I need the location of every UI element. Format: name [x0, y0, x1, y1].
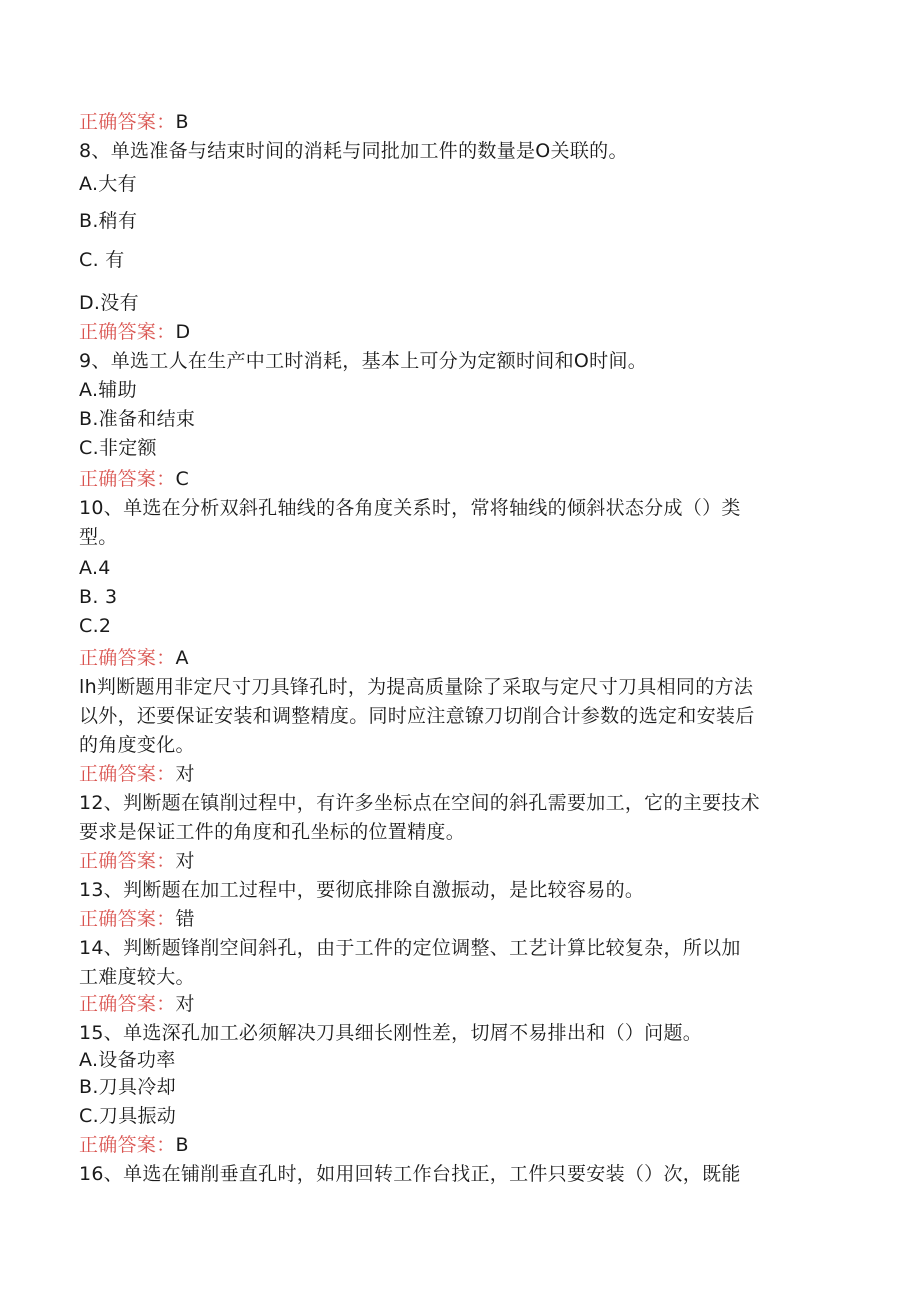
question-text-line: 16、单选在铺削垂直孔时，如用回转工作台找正，工件只要安装（）次，既能 [79, 1163, 741, 1185]
question-text-line: C. 有 [79, 249, 125, 271]
question-text-line: 以外，还要保证安装和调整精度。同时应注意镣刀切削合计参数的选定和安装后 [79, 705, 755, 727]
answer-label: 正确答案： [79, 763, 176, 785]
answer-line [79, 1133, 189, 1157]
answer-line [79, 849, 195, 873]
answer-label: 正确答案： [79, 111, 176, 133]
question-text-line: A.大有 [79, 173, 137, 195]
answer-value: 对 [175, 993, 195, 1015]
answer-value: 对 [175, 850, 195, 872]
question-text-line: 型。 [79, 526, 118, 548]
question-text-line: 8、单选准备与结束时间的消耗与同批加工件的数量是O关联的。 [79, 140, 628, 162]
answer-value: A [175, 647, 189, 669]
question-text-line: 14、判断题锋削空间斜孔，由于工件的定位调整、工艺计算比较复杂，所以加 [79, 937, 741, 959]
question-text-line: B. 3 [79, 586, 118, 608]
answer-line [79, 646, 189, 670]
answer-value: 错 [175, 908, 195, 930]
question-text-line: A.4 [79, 557, 111, 579]
question-text-line: 的角度变化。 [79, 734, 195, 756]
question-text-line: C.非定额 [79, 437, 157, 459]
question-text-line: A.设备功率 [79, 1049, 176, 1071]
question-text-line: 10、单选在分析双斜孔轴线的各角度关系时，常将轴线的倾斜状态分成（）类 [79, 497, 741, 519]
answer-line [79, 467, 189, 491]
question-text-line: C.刀具振动 [79, 1105, 177, 1127]
answer-line [79, 762, 195, 786]
answer-line [79, 110, 189, 134]
question-text-line: B.准备和结束 [79, 408, 196, 430]
answer-label: 正确答案： [79, 993, 176, 1015]
answer-value: C [175, 468, 190, 490]
answer-value: B [175, 111, 189, 133]
answer-label: 正确答案： [79, 647, 176, 669]
answer-value: B [175, 1134, 189, 1156]
question-text-line: C.2 [79, 615, 112, 637]
question-text-line: 13、判断题在加工过程中，要彻底排除自激振动，是比较容易的。 [79, 879, 645, 901]
answer-label: 正确答案： [79, 850, 176, 872]
answer-label: 正确答案： [79, 321, 176, 343]
question-text-line: 要求是保证工件的角度和孔坐标的位置精度。 [79, 821, 466, 843]
question-text-line: B.稍有 [79, 210, 138, 232]
answer-line [79, 992, 195, 1016]
answer-label: 正确答案： [79, 1134, 176, 1156]
answer-label: 正确答案： [79, 908, 176, 930]
question-text-line: 9、单选工人在生产中工时消耗，基本上可分为定额时间和O时间。 [79, 350, 648, 372]
answer-value: 对 [175, 763, 195, 785]
question-text-line: B.刀具冷却 [79, 1076, 176, 1098]
question-text-line: 15、单选深孔加工必须解决刀具细长刚性差，切屑不易排出和（）问题。 [79, 1022, 703, 1044]
question-text-line: 12、判断题在镇削过程中，有许多坐标点在空间的斜孔需要加工，它的主要技术 [79, 792, 760, 814]
question-text-line: lh判断题用非定尺寸刀具锋孔时，为提高质量除了采取与定尺寸刀具相同的方法 [79, 676, 754, 698]
answer-label: 正确答案： [79, 468, 176, 490]
answer-line [79, 907, 195, 931]
question-text-line: A.辅助 [79, 379, 137, 401]
question-text-line: D.没有 [79, 292, 139, 314]
answer-line [79, 320, 190, 344]
answer-value: D [175, 321, 191, 343]
question-text-line: 工难度较大。 [79, 966, 195, 988]
